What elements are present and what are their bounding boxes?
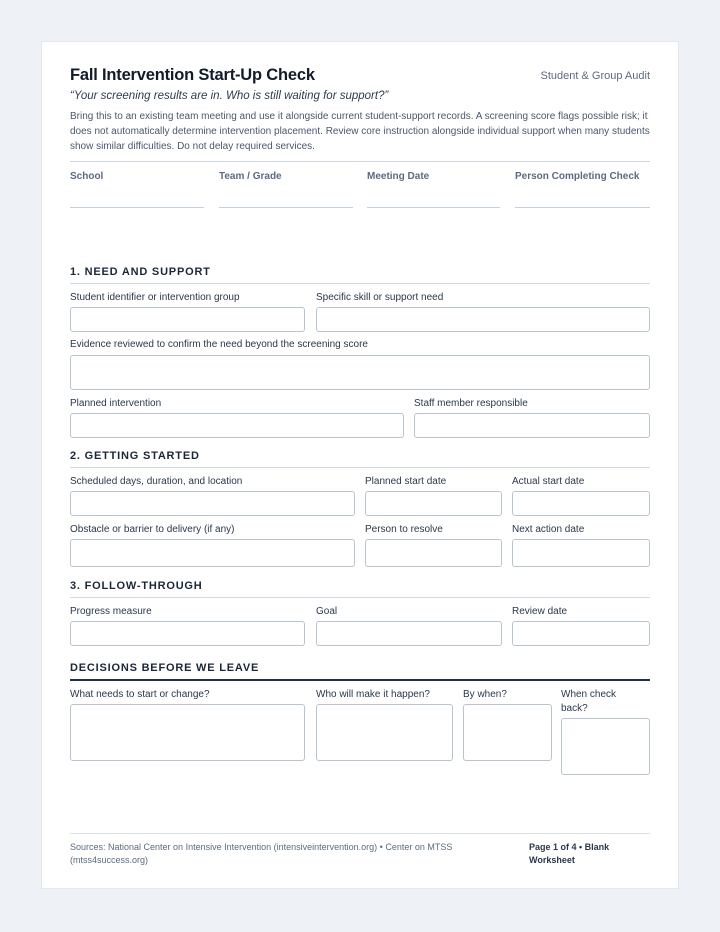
person-resolve-input[interactable]	[365, 539, 502, 567]
what-change-label: What needs to start or change?	[70, 689, 210, 700]
obstacle-label: Obstacle or barrier to delivery (if any)	[70, 524, 235, 535]
school-field[interactable]	[70, 207, 204, 208]
evidence-input[interactable]	[70, 355, 650, 390]
planned-start-label: Planned start date	[365, 476, 447, 487]
student-identifier-input[interactable]	[70, 307, 305, 332]
what-change-input[interactable]	[70, 704, 305, 761]
staff-responsible-label: Staff member responsible	[414, 398, 528, 409]
skill-need-input[interactable]	[316, 307, 650, 332]
school-label: School	[70, 171, 104, 182]
review-date-label: Review date	[512, 606, 568, 617]
person-completing-label: Person Completing Check	[515, 171, 640, 182]
progress-measure-label: Progress measure	[70, 606, 152, 617]
next-action-label: Next action date	[512, 524, 585, 535]
goal-label: Goal	[316, 606, 338, 617]
audit-label: Student & Group Audit	[540, 70, 650, 82]
footer-divider	[70, 833, 650, 834]
who-label: Who will make it happen?	[316, 689, 430, 700]
progress-measure-input[interactable]	[70, 621, 305, 646]
section-divider	[70, 467, 650, 468]
planned-start-input[interactable]	[365, 491, 502, 516]
intro-paragraph: Bring this to an existing team meeting and use it alongside current student-support records. A screening score flags possible risk; it does not automatically determine intervention placement. Review core instruction alongside individual support when many students show similar difficulties. Do not delay required services.	[70, 111, 650, 152]
review-date-input[interactable]	[512, 621, 650, 646]
by-when-input[interactable]	[463, 704, 552, 761]
worksheet-page	[42, 42, 678, 888]
evidence-label: Evidence reviewed to confirm the need beyond the screening score	[70, 339, 368, 350]
planned-intervention-label: Planned intervention	[70, 398, 162, 409]
meeting-date-label: Meeting Date	[367, 171, 430, 182]
person-resolve-label: Person to resolve	[365, 524, 443, 535]
check-back-input[interactable]	[561, 718, 650, 775]
section-need-support-heading: 1. NEED AND SUPPORT	[70, 266, 211, 278]
student-identifier-label: Student identifier or intervention group	[70, 292, 240, 303]
next-action-input[interactable]	[512, 539, 650, 567]
person-completing-field[interactable]	[515, 207, 650, 208]
page-title: Fall Intervention Start-Up Check	[70, 66, 315, 84]
obstacle-input[interactable]	[70, 539, 355, 567]
schedule-label: Scheduled days, duration, and location	[70, 476, 243, 487]
schedule-input[interactable]	[70, 491, 355, 516]
decisions-heading: DECISIONS BEFORE WE LEAVE	[70, 662, 260, 674]
intro-quote: “Your screening results are in. Who is still waiting for support?”	[70, 90, 389, 102]
planned-intervention-input[interactable]	[70, 413, 404, 438]
by-when-label: By when?	[463, 689, 507, 700]
team-grade-field[interactable]	[219, 207, 353, 208]
check-back-label: When check back?	[561, 689, 617, 714]
header-divider	[70, 161, 650, 162]
sources-text: Sources: National Center on Intensive Intervention (intensiveintervention.org) • Center on MTSS (mtss4success.org)	[70, 842, 453, 865]
section-follow-through-heading: 3. FOLLOW-THROUGH	[70, 580, 203, 592]
skill-need-label: Specific skill or support need	[316, 292, 444, 303]
goal-input[interactable]	[316, 621, 502, 646]
section-divider	[70, 283, 650, 284]
actual-start-label: Actual start date	[512, 476, 585, 487]
staff-responsible-input[interactable]	[414, 413, 650, 438]
who-input[interactable]	[316, 704, 453, 761]
meeting-date-field[interactable]	[367, 207, 500, 208]
decisions-divider	[70, 679, 650, 681]
section-divider	[70, 597, 650, 598]
page-info: Page 1 of 4 • Blank Worksheet	[529, 842, 610, 865]
actual-start-input[interactable]	[512, 491, 650, 516]
section-getting-started-heading: 2. GETTING STARTED	[70, 450, 200, 462]
team-grade-label: Team / Grade	[219, 171, 282, 182]
